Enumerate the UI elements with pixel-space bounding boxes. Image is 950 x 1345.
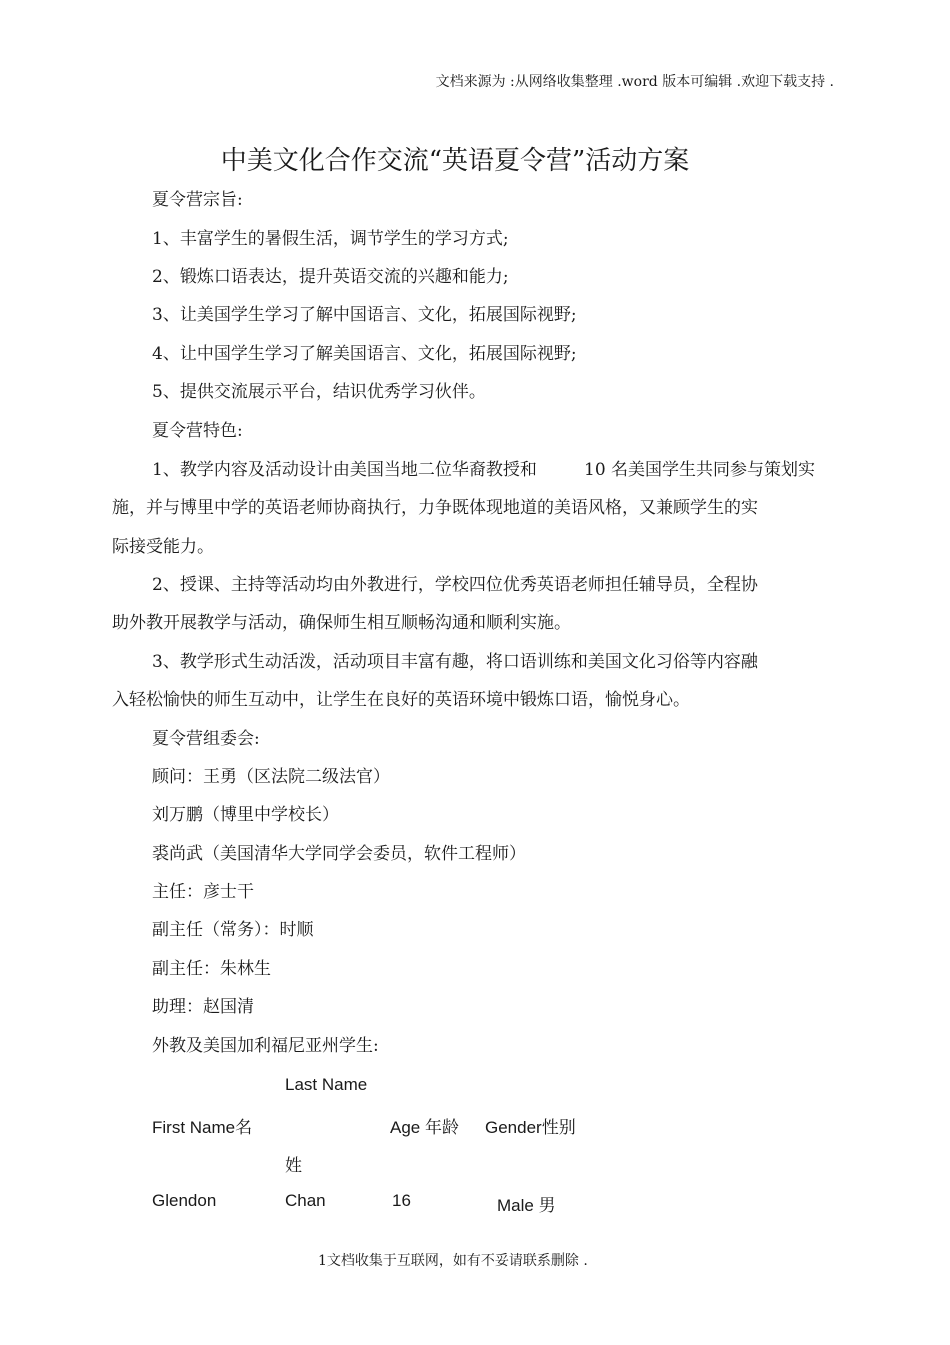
purpose-item-4: 4、让中国学生学习了解美国语言、文化，拓展国际视野;	[152, 344, 577, 364]
purpose-item-1: 1、丰富学生的暑假生活，调节学生的学习方式;	[152, 229, 509, 249]
purpose-item-5: 5、提供交流展示平台，结识优秀学习伙伴。	[152, 382, 486, 402]
committee-member-4: 主任：彦士干	[152, 882, 254, 902]
feature-3-line-1: 3、教学形式生动活泼，活动项目丰富有趣，将口语训练和美国文化习俗等内容融	[152, 652, 758, 672]
feature-1-line-1b: 10 名美国学生共同参与策划实	[584, 460, 816, 480]
purpose-item-2: 2、锻炼口语表达，提升英语交流的兴趣和能力;	[152, 267, 509, 287]
committee-member-2: 刘万鹏（博里中学校长）	[152, 805, 339, 825]
document-title: 中美文化合作交流“英语夏令营”活动方案	[220, 146, 690, 176]
table-header-gender: Gender性别	[485, 1118, 576, 1137]
table-row-gender: Male 男	[497, 1196, 556, 1215]
table-row-age: 16	[392, 1191, 411, 1210]
feature-2-line-1: 2、授课、主持等活动均由外教进行，学校四位优秀英语老师担任辅导员，全程协	[152, 575, 758, 595]
table-row-last: Chan	[285, 1191, 326, 1210]
feature-1-line-2: 施，并与博里中学的英语老师协商执行，力争既体现地道的美语风格，又兼顾学生的实	[112, 498, 758, 518]
features-heading: 夏令营特色:	[152, 421, 243, 441]
students-heading: 外教及美国加利福尼亚州学生:	[152, 1036, 379, 1056]
feature-3-line-2: 入轻松愉快的师生互动中，让学生在良好的英语环境中锻炼口语，愉悦身心。	[112, 690, 690, 710]
committee-heading: 夏令营组委会:	[152, 729, 260, 749]
committee-member-3: 裘尚武（美国清华大学同学会委员，软件工程师）	[152, 844, 526, 864]
committee-member-1: 顾问：王勇（区法院二级法官）	[152, 767, 390, 787]
table-row-first: Glendon	[152, 1191, 217, 1210]
table-header-last-name-zh: 姓	[285, 1156, 302, 1175]
table-header-last-name: Last Name	[285, 1075, 368, 1094]
feature-2-line-2: 助外教开展教学与活动，确保师生相互顺畅沟通和顺利实施。	[112, 613, 571, 633]
committee-member-6: 副主任：朱林生	[152, 959, 271, 979]
committee-member-5: 副主任（常务）：时顺	[152, 920, 314, 940]
page-footer: 1文档收集于互联网，如有不妥请联系删除 .	[318, 1253, 588, 1269]
page-header-note: 文档来源为 :从网络收集整理 .word 版本可编辑 .欢迎下载支持 .	[435, 74, 834, 90]
feature-1-line-1a: 1、教学内容及活动设计由美国当地二位华裔教授和	[152, 460, 537, 480]
purpose-heading: 夏令营宗旨:	[152, 190, 243, 210]
purpose-item-3: 3、让美国学生学习了解中国语言、文化，拓展国际视野;	[152, 305, 577, 325]
feature-1-line-3: 际接受能力。	[112, 537, 214, 557]
table-header-first-name: First Name名	[152, 1118, 253, 1137]
table-header-age: Age 年龄	[390, 1118, 459, 1137]
committee-member-7: 助理：赵国清	[152, 997, 254, 1017]
